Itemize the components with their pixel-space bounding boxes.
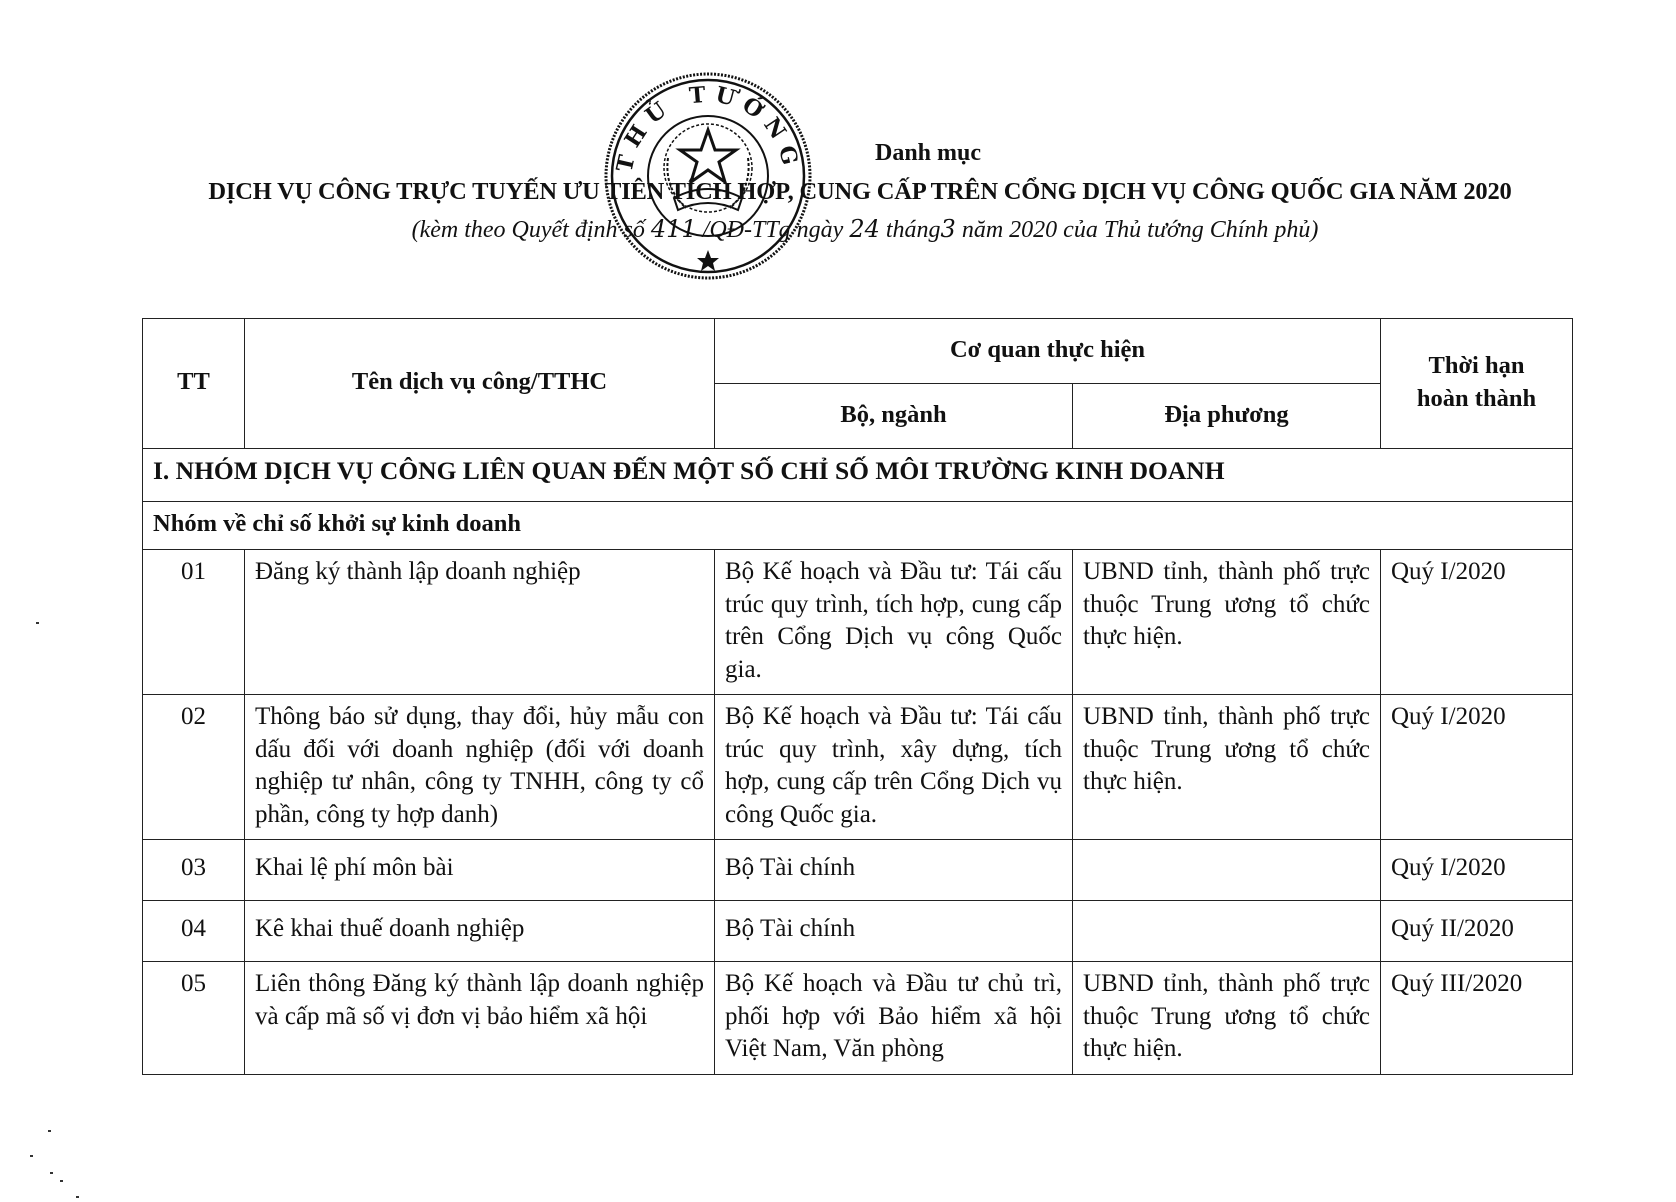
row-tt: 03 [143, 840, 245, 901]
header-locality: Địa phương [1073, 384, 1381, 449]
services-table [142, 318, 1573, 1075]
scan-speck [48, 1130, 51, 1132]
row-tt: 04 [143, 901, 245, 962]
document-subtitle [150, 215, 1570, 244]
header-agency: Cơ quan thực hiện [715, 319, 1381, 384]
row-deadline: Quý II/2020 [1381, 901, 1573, 962]
scan-speck [30, 1155, 33, 1157]
row-tt: 01 [143, 550, 245, 695]
header-name: Tên dịch vụ công/TTHC [245, 319, 715, 449]
row-locality: UBND tỉnh, thành phố trực thuộc Trung ương tổ chức thực hiện. [1073, 962, 1381, 1075]
decision-number: 411 [650, 215, 697, 243]
row-locality [1073, 840, 1381, 901]
row-name: Kê khai thuế doanh nghiệp [245, 901, 715, 962]
header-deadline [1381, 319, 1573, 449]
header-tt: TT [143, 319, 245, 449]
row-ministry: Bộ Tài chính [715, 901, 1073, 962]
row-deadline: Quý I/2020 [1381, 840, 1573, 901]
row-deadline: Quý I/2020 [1381, 695, 1573, 840]
table-row [143, 840, 1573, 901]
scan-speck [36, 622, 39, 624]
header-deadline-line1: Thời hạn [1428, 352, 1525, 379]
row-ministry: Bộ Tài chính [715, 840, 1073, 901]
decision-day: 24 [849, 215, 880, 243]
svg-text:THỦ TƯỚNG CHÍNH PHỦ: THỦ TƯỚNG [611, 81, 805, 176]
table-row [143, 962, 1573, 1075]
row-locality: UBND tỉnh, thành phố trực thuộc Trung ương tổ chức thực hiện. [1073, 695, 1381, 840]
row-deadline: Quý I/2020 [1381, 550, 1573, 695]
scan-speck [50, 1172, 53, 1174]
document-label: Danh mục [874, 140, 982, 166]
row-ministry: Bộ Kế hoạch và Đầu tư: Tái cấu trúc quy trình, xây dựng, tích hợp, cung cấp trên Cổng Dịch vụ công Quốc gia. [715, 695, 1073, 840]
section-heading: I. NHÓM DỊCH VỤ CÔNG LIÊN QUAN ĐẾN MỘT SỐ CHỈ SỐ MÔI TRƯỜNG KINH DOANH [143, 449, 1573, 502]
row-locality [1073, 901, 1381, 962]
row-ministry: Bộ Kế hoạch và Đầu tư: Tái cấu trúc quy trình, tích hợp, cung cấp trên Cổng Dịch vụ công Quốc gia. [715, 550, 1073, 695]
scan-speck [76, 1196, 79, 1198]
group-heading: Nhóm về chỉ số khởi sự kinh doanh [143, 502, 1573, 550]
row-ministry: Bộ Kế hoạch và Đầu tư chủ trì, phối hợp với Bảo hiểm xã hội Việt Nam, Văn phòng [715, 962, 1073, 1075]
subtitle-prefix: (kèm theo Quyết định số [411, 217, 645, 243]
row-deadline: Quý III/2020 [1381, 962, 1573, 1075]
row-tt: 05 [143, 962, 245, 1075]
table-row [143, 550, 1573, 695]
row-tt: 02 [143, 695, 245, 840]
table-row [143, 695, 1573, 840]
row-name: Đăng ký thành lập doanh nghiệp [245, 550, 715, 695]
row-name: Liên thông Đăng ký thành lập doanh nghiệp và cấp mã số vị đơn vị bảo hiểm xã hội [245, 962, 715, 1075]
document-title: DỊCH VỤ CÔNG TRỰC TUYẾN ƯU TIÊN TÍCH HỢP, CUNG CẤP TRÊN CỔNG DỊCH VỤ CÔNG QUỐC GIA NĂM 2020 [208, 178, 1512, 205]
subtitle-suffix: năm 2020 của Thủ tướng Chính phủ) [961, 217, 1319, 243]
row-locality: UBND tỉnh, thành phố trực thuộc Trung ương tổ chức thực hiện. [1073, 550, 1381, 695]
header-ministry: Bộ, ngành [715, 384, 1073, 449]
row-name: Khai lệ phí môn bài [245, 840, 715, 901]
table-row [143, 901, 1573, 962]
decision-month: 3 [940, 215, 956, 243]
scan-speck [60, 1180, 63, 1182]
subtitle-code: /QĐ-TTg ngày [702, 217, 844, 243]
header-deadline-line2: hoàn thành [1416, 384, 1537, 412]
official-seal-icon [602, 68, 814, 284]
row-name: Thông báo sử dụng, thay đổi, hủy mẫu con dấu đối với doanh nghiệp (đối với doanh nghiệp tư nhân, công ty TNHH, công ty cổ phần, công ty hợp danh) [245, 695, 715, 840]
month-prefix: tháng [885, 217, 941, 243]
